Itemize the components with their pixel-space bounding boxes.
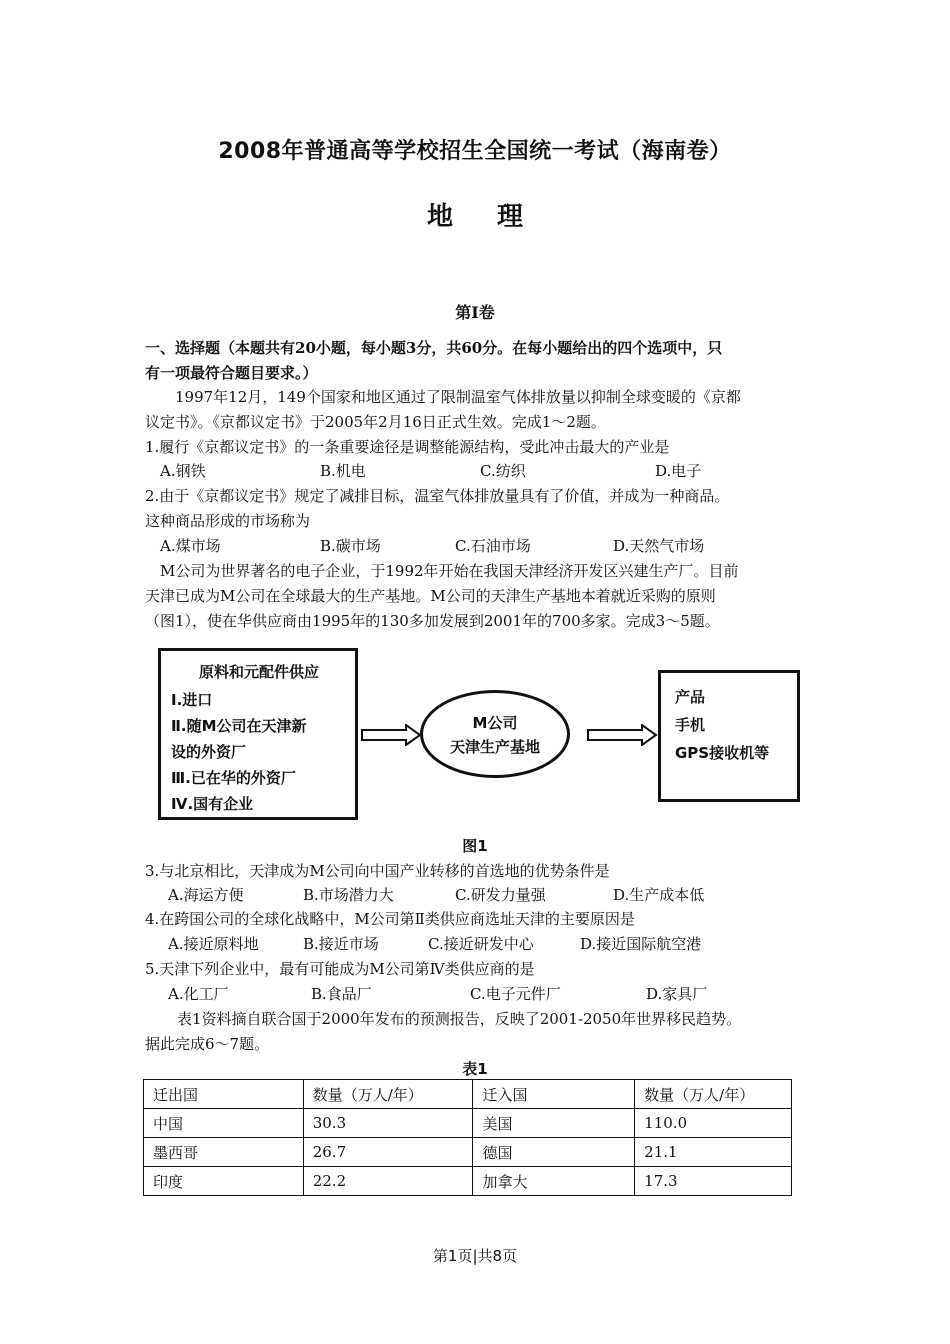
section-instruction-line-2: 有一项最符合题目要求。）: [145, 364, 318, 382]
table-header-cell: 数量（万人/年）: [303, 1080, 473, 1109]
question-2-option-b: B.碳市场: [320, 537, 381, 555]
passage-1-line-1: 1997年12月，149个国家和地区通过了限制温室气体排放量以抑制全球变暖的《京都: [175, 388, 741, 406]
supply-item-3: Ⅲ.已在华的外资厂: [171, 769, 296, 787]
passage-2-line-1: M公司为世界著名的电子企业，于1992年开始在我国天津经济开发区兴建生产厂。目前: [160, 562, 739, 580]
table-cell: 22.2: [303, 1167, 473, 1196]
arrow-right-icon: [586, 724, 658, 746]
question-2-option-d: D.天然气市场: [613, 537, 705, 555]
question-3-option-b: B.市场潜力大: [303, 886, 394, 904]
question-5-option-d: D.家具厂: [646, 985, 708, 1003]
question-2-option-c: C.石油市场: [455, 537, 531, 555]
question-3-option-a: A.海运方便: [168, 886, 244, 904]
question-5-option-c: C.电子元件厂: [470, 985, 561, 1003]
question-1-option-a: A.钢铁: [160, 462, 206, 480]
table-cell: 加拿大: [473, 1167, 635, 1196]
table-cell: 墨西哥: [144, 1138, 304, 1167]
supply-item-2-cont: 设的外资厂: [171, 743, 247, 761]
supply-box: [158, 648, 358, 820]
question-3-option-d: D.生产成本低: [613, 886, 705, 904]
question-4-option-d: D.接近国际航空港: [580, 935, 702, 953]
table-header-row: [144, 1080, 792, 1109]
migration-table: [143, 1079, 792, 1196]
question-2-stem-line-2: 这种商品形成的市场称为: [145, 512, 311, 530]
section-instruction-line-1: 一、选择题（本题共有20小题，每小题3分，共60分。在每小题给出的四个选项中，只: [145, 339, 723, 357]
question-5-stem: 5.天津下列企业中，最有可能成为M公司第Ⅳ类供应商的是: [145, 960, 535, 978]
page-footer: 第1页|共8页: [432, 1247, 518, 1265]
exam-title: 2008年普通高等学校招生全国统一考试（海南卷）: [218, 139, 732, 164]
arrow-right-icon: [360, 724, 422, 746]
table-cell: 30.3: [303, 1109, 473, 1138]
volume-heading: 第Ⅰ卷: [455, 303, 495, 322]
question-2-stem-line-1: 2.由于《京都议定书》规定了减排目标，温室气体排放量具有了价值，并成为一种商品。: [145, 487, 730, 505]
subject-title: 地理: [426, 202, 567, 232]
figure-1-caption: 图1: [462, 837, 488, 855]
table-cell: 德国: [473, 1138, 635, 1167]
table-cell: 中国: [144, 1109, 304, 1138]
supply-item-4: Ⅳ.国有企业: [171, 795, 254, 813]
question-5-option-a: A.化工厂: [168, 985, 229, 1003]
passage-3-line-1: 表1资料摘自联合国于2000年发布的预测报告，反映了2001-2050年世界移民趋势。: [177, 1010, 742, 1028]
table-1-caption: 表1: [462, 1060, 488, 1078]
question-1-option-b: B.机电: [320, 462, 366, 480]
question-4-option-c: C.接近研发中心: [428, 935, 534, 953]
question-4-stem: 4.在跨国公司的全球化战略中，M公司第Ⅱ类供应商选址天津的主要原因是: [145, 910, 635, 928]
supply-box-title: 原料和元配件供应: [198, 663, 319, 681]
table-cell: 21.1: [635, 1138, 792, 1167]
question-5-option-b: B.食品厂: [311, 985, 372, 1003]
table-cell: 110.0: [635, 1109, 792, 1138]
table-header-cell: 数量（万人/年）: [635, 1080, 792, 1109]
question-2-option-a: A.煤市场: [160, 537, 221, 555]
table-row: [144, 1109, 792, 1138]
question-3-option-c: C.研发力量强: [455, 886, 546, 904]
oval-line-2: 天津生产基地: [449, 738, 540, 756]
table-cell: 26.7: [303, 1138, 473, 1167]
table-cell: 17.3: [635, 1167, 792, 1196]
products-title: 产品: [675, 688, 706, 706]
products-box: [658, 670, 800, 802]
supply-item-1: Ⅰ.进口: [171, 691, 213, 709]
figure-1-diagram: [158, 648, 808, 828]
question-1-option-c: C.纺织: [480, 462, 526, 480]
passage-2-line-3: （图1），使在华供应商由1995年的130多加发展到2001年的700多家。完成3～5题。: [145, 612, 720, 630]
question-3-stem: 3.与北京相比，天津成为M公司向中国产业转移的首选地的优势条件是: [145, 862, 610, 880]
table-row: [144, 1138, 792, 1167]
table-cell: 印度: [144, 1167, 304, 1196]
question-1-stem: 1.履行《京都议定书》的一条重要途径是调整能源结构，受此冲击最大的产业是: [145, 438, 670, 456]
passage-1-line-2: 议定书》。《京都议定书》于2005年2月16日正式生效。完成1～2题。: [145, 413, 606, 431]
table-cell: 美国: [473, 1109, 635, 1138]
product-item-2: GPS接收机等: [675, 744, 770, 762]
oval-line-1: M公司: [472, 714, 518, 732]
table-row: [144, 1167, 792, 1196]
product-item-1: 手机: [675, 716, 706, 734]
passage-2-line-2: 天津已成为M公司在全球最大的生产基地。M公司的天津生产基地本着就近采购的原则: [145, 587, 716, 605]
question-4-option-a: A.接近原料地: [168, 935, 259, 953]
table-header-cell: 迁入国: [473, 1080, 635, 1109]
table-header-cell: 迁出国: [144, 1080, 304, 1109]
question-4-option-b: B.接近市场: [303, 935, 379, 953]
production-base-oval: [420, 690, 570, 778]
passage-3-line-2: 据此完成6～7题。: [145, 1035, 270, 1053]
supply-item-2: Ⅱ.随M公司在天津新: [171, 717, 307, 735]
question-1-option-d: D.电子: [655, 462, 702, 480]
